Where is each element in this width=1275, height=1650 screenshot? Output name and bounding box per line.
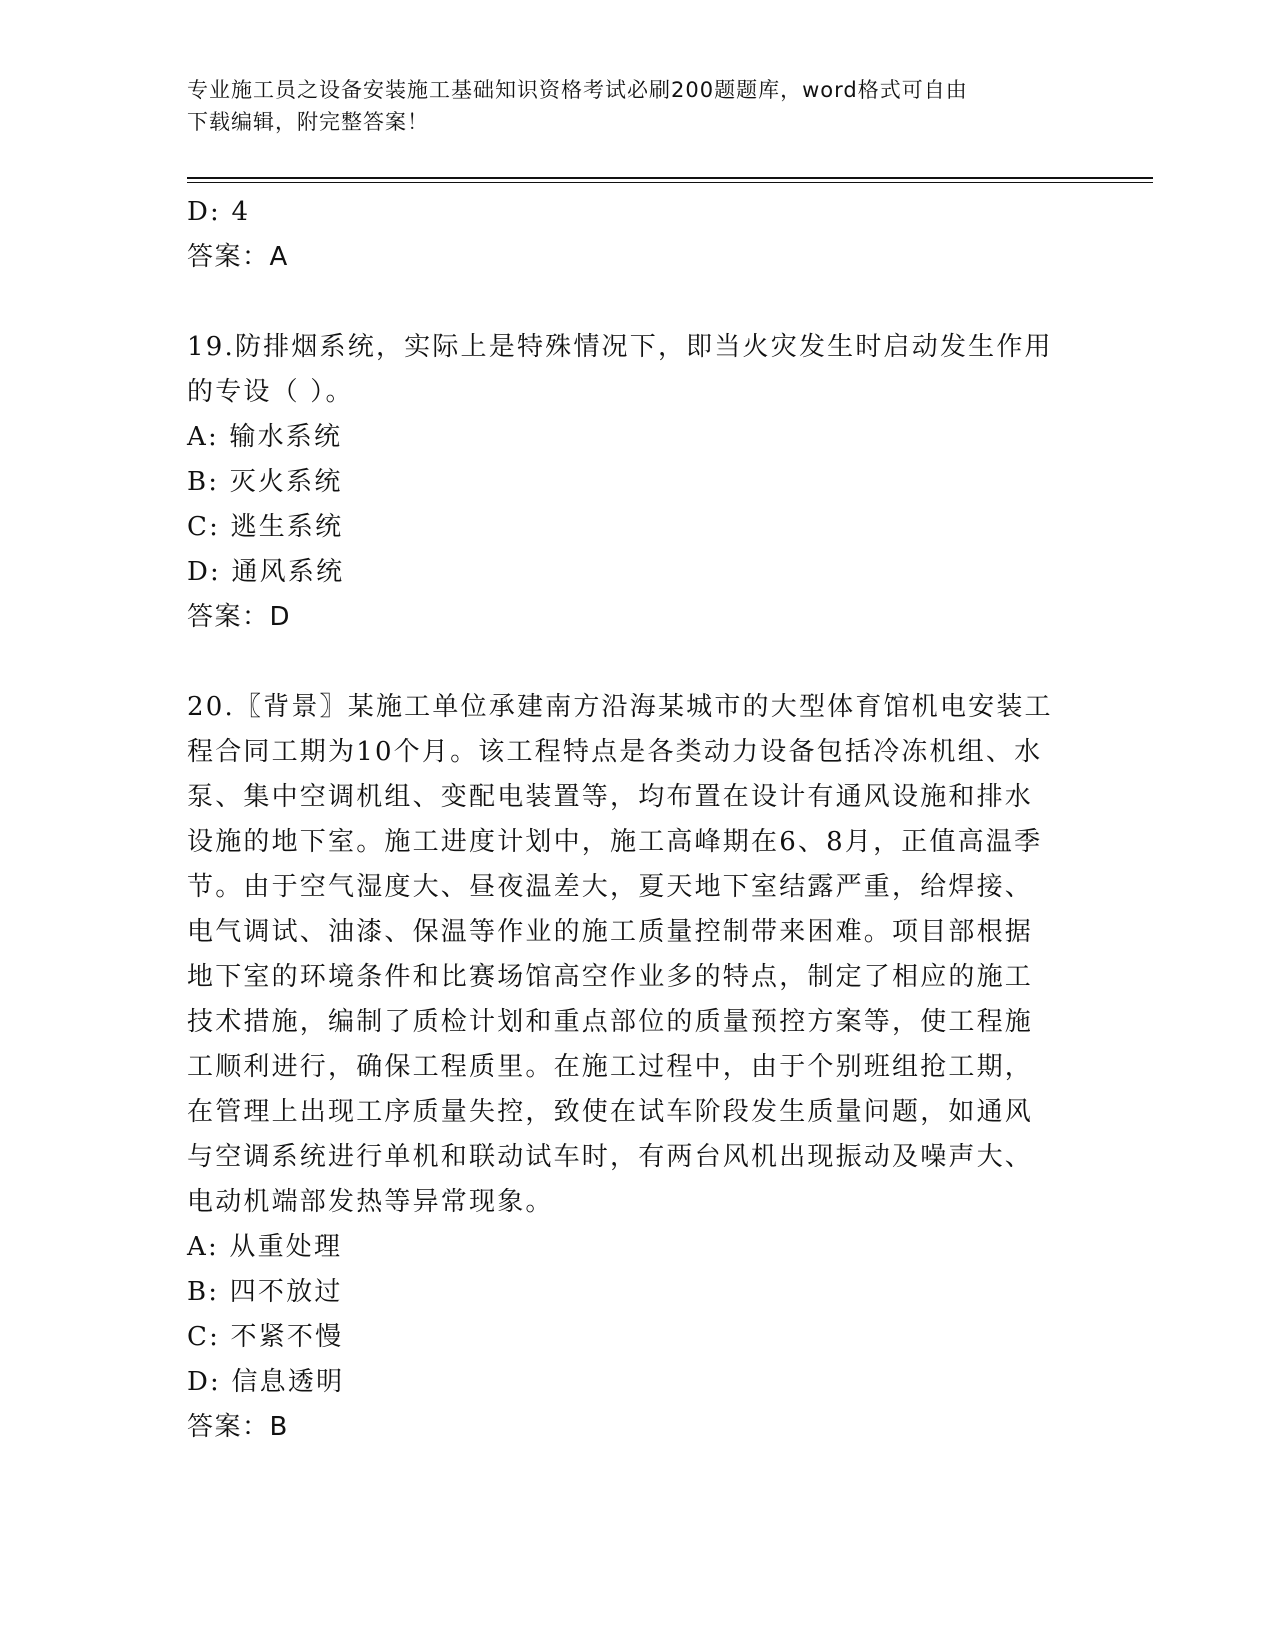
question-stem-line: 设施的地下室。施工进度计划中，施工高峰期在6、8月，正值高温季 [187, 827, 1043, 857]
answer-line: 答案：A [187, 242, 289, 272]
question-stem-line: 的专设（ ）。 [187, 377, 354, 407]
answer-line: 答案：B [187, 1412, 289, 1442]
question-stem-line: 程合同工期为10个月。该工程特点是各类动力设备包括冷冻机组、水 [187, 737, 1043, 767]
document-body [187, 190, 1087, 1450]
question-20 [187, 685, 1087, 1450]
question-stem-line: 工顺利进行，确保工程质里。在施工过程中，由于个别班组抢工期， [187, 1052, 1034, 1082]
question-stem-line: 电动机端部发热等异常现象。 [187, 1187, 554, 1217]
question-stem-line: 19.防排烟系统，实际上是特殊情况下，即当火灾发生时启动发生作用 [187, 332, 1053, 362]
header-title-line-1: 专业施工员之设备安装施工基础知识资格考试必刷200题题库，word格式可自由 [187, 78, 968, 102]
question-stem-line: 泵、集中空调机组、变配电装置等，均布置在设计有通风设施和排水 [187, 782, 1034, 812]
page-header [187, 74, 1067, 138]
question-19 [187, 325, 1087, 640]
option-b: B: 四不放过 [187, 1277, 343, 1307]
question-stem-line: 电气调试、油漆、保温等作业的施工质量控制带来困难。项目部根据 [187, 917, 1034, 947]
option-c: C: 不紧不慢 [187, 1322, 344, 1352]
question-stem-line: 在管理上出现工序质量失控，致使在试车阶段发生质量问题，如通风 [187, 1097, 1034, 1127]
answer-line: 答案：D [187, 602, 292, 632]
spacer [187, 640, 1087, 685]
option-d: D: 通风系统 [187, 557, 345, 587]
option-d: D: 信息透明 [187, 1367, 345, 1397]
question-stem-line: 技术措施，编制了质检计划和重点部位的质量预控方案等，使工程施 [187, 1007, 1034, 1037]
header-rule-thick [187, 177, 1153, 179]
option-a: A: 输水系统 [187, 422, 343, 452]
spacer [187, 280, 1087, 325]
question-stem-line: 与空调系统进行单机和联动试车时，有两台风机出现振动及噪声大、 [187, 1142, 1034, 1172]
option-c: C: 逃生系统 [187, 512, 344, 542]
option-b: B: 灭火系统 [187, 467, 343, 497]
option-d: D: 4 [187, 197, 251, 227]
question-stem-line: 地下室的环境条件和比赛场馆高空作业多的特点，制定了相应的施工 [187, 962, 1034, 992]
option-a: A: 从重处理 [187, 1232, 343, 1262]
question-stem-line: 20.〖背景〗某施工单位承建南方沿海某城市的大型体育馆机电安装工 [187, 692, 1053, 722]
header-rule-thin [187, 182, 1153, 183]
header-title-line-2: 下载编辑，附完整答案！ [187, 110, 429, 134]
prev-question-tail [187, 190, 1087, 280]
question-stem-line: 节。由于空气湿度大、昼夜温差大，夏天地下室结露严重，给焊接、 [187, 872, 1034, 902]
